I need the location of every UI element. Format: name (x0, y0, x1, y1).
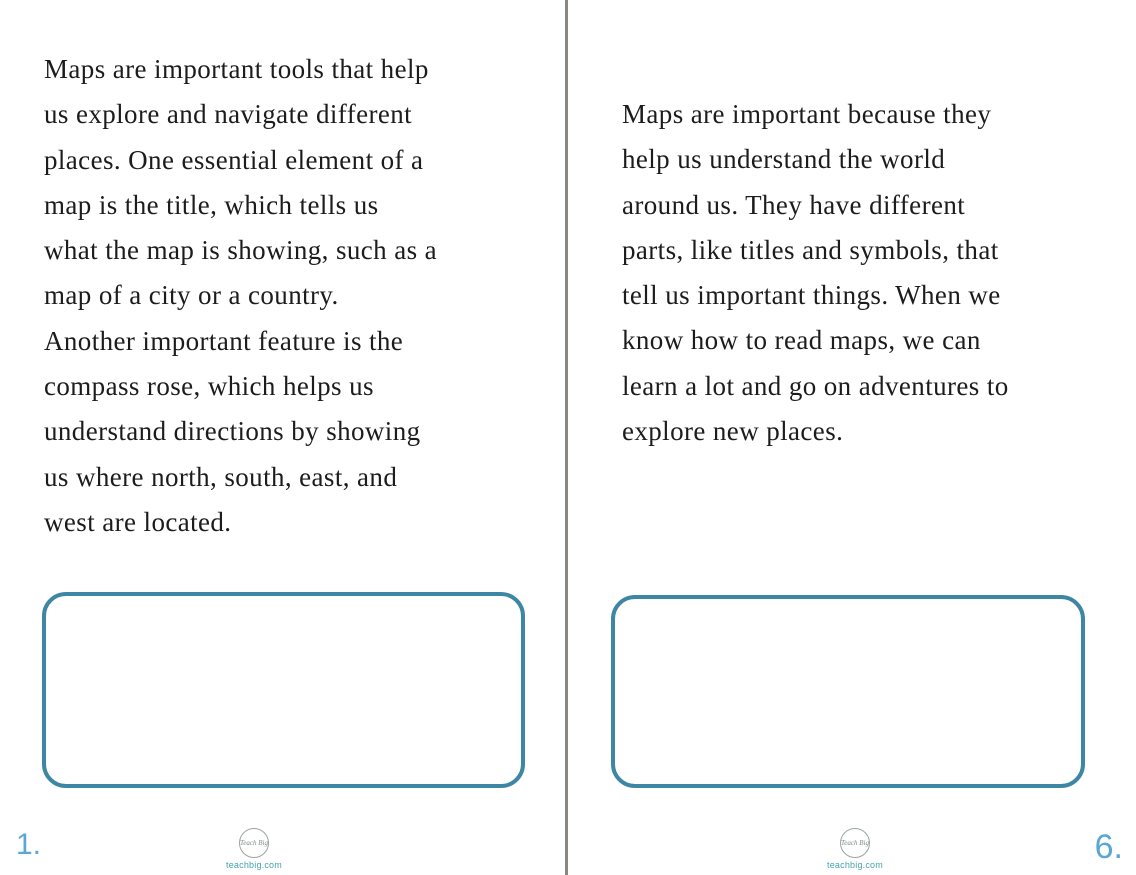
teachbig-logo-left (194, 828, 314, 870)
logo-circle-text: Teach Big (841, 839, 869, 847)
page-left (0, 0, 565, 875)
text-line: us explore and navigate different (44, 99, 413, 130)
answer-box-left (42, 592, 525, 788)
text-line: help us understand the world (622, 144, 946, 175)
logo-website-text: teachbig.com (827, 860, 883, 870)
page-number-right: 6. (1094, 828, 1123, 866)
teachbig-logo-icon (239, 828, 269, 858)
text-line: Maps are important tools that help (44, 54, 429, 84)
text-line: know how to read maps, we can (622, 325, 981, 356)
text-line: parts, like titles and symbols, that (622, 234, 999, 265)
answer-box-right (611, 595, 1085, 788)
text-line: map is the title, which tells us (44, 189, 379, 220)
text-line: map of a city or a country. (44, 280, 339, 311)
logo-circle-text: Teach Big (240, 839, 268, 847)
paragraph-left (44, 47, 549, 545)
text-line: around us. They have different (622, 189, 966, 220)
page-number-left: 1. (16, 828, 42, 861)
text-line: explore new places. (622, 416, 844, 447)
text-line: us where north, south, east, and (44, 461, 398, 492)
text-line: tell us important things. When we (622, 280, 1001, 311)
text-line: understand directions by showing (44, 416, 421, 447)
text-line: compass rose, which helps us (44, 371, 374, 402)
text-line: Maps are important because they (622, 99, 992, 129)
logo-website-text: teachbig.com (226, 860, 282, 870)
paragraph-right (622, 92, 1127, 454)
text-line: Another important feature is the (44, 325, 404, 356)
page-right (568, 0, 1133, 875)
text-line: west are located. (44, 506, 232, 537)
text-line: what the map is showing, such as a (44, 235, 438, 266)
teachbig-logo-right (795, 828, 915, 870)
teachbig-logo-icon (840, 828, 870, 858)
text-line: places. One essential element of a (44, 144, 424, 175)
text-line: learn a lot and go on adventures to (622, 370, 1009, 401)
